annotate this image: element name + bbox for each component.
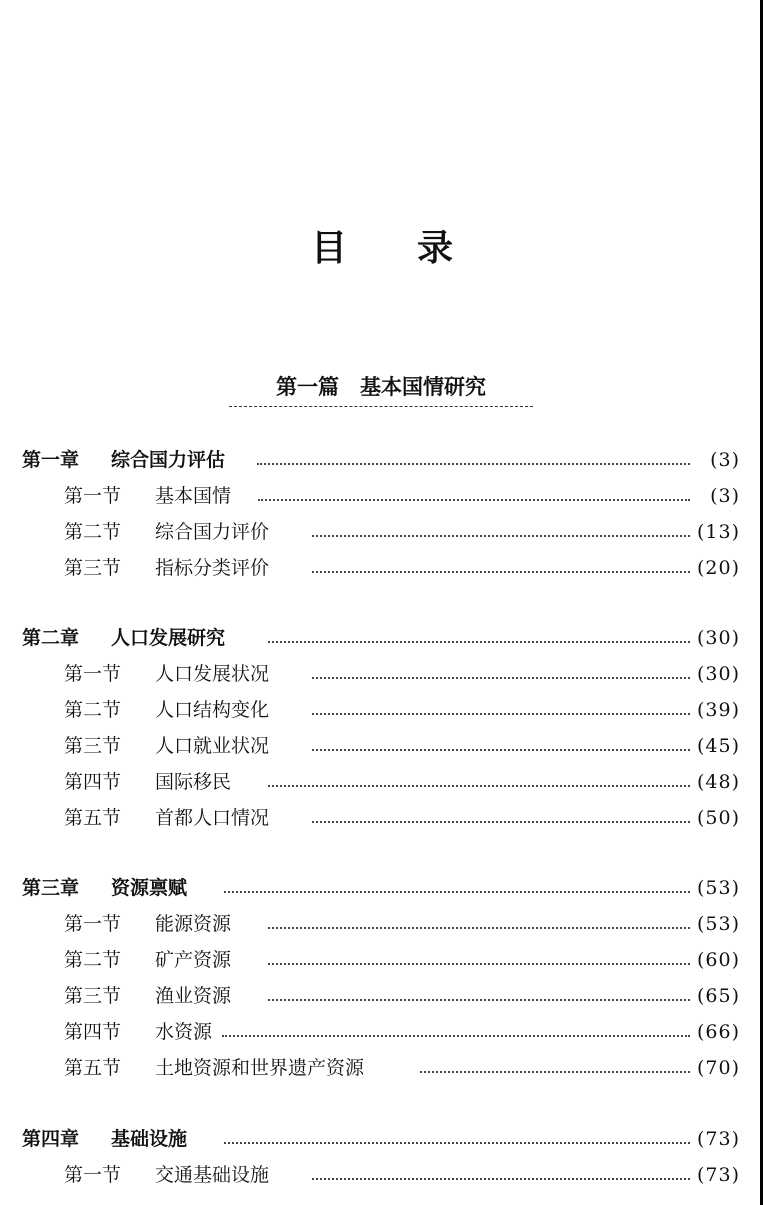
page-number: (48) [696,771,740,793]
toc-section-entry[interactable] [0,732,764,760]
section-title: 交通基础设施 [155,1164,270,1186]
toc-section-entry[interactable] [0,768,764,796]
page-number: (20) [696,557,740,579]
section-number: 第三节 [64,735,122,757]
page-title-char: 录 [417,227,524,270]
section-title: 土地资源和世界遗产资源 [155,1057,365,1079]
toc-chapter-entry[interactable] [0,874,764,902]
toc-section-entry[interactable] [0,1161,764,1189]
chapter-number: 第三章 [22,877,80,899]
toc-section-entry[interactable] [0,660,764,688]
toc-section-entry[interactable] [0,804,764,832]
dot-leader [420,1071,690,1073]
section-title: 国际移民 [155,771,232,793]
chapter-title: 综合国力评估 [111,449,226,471]
chapter-title: 人口发展研究 [111,627,226,649]
dot-leader [257,463,690,465]
page-number: (65) [696,985,740,1007]
section-title: 人口就业状况 [155,735,270,757]
toc-section-entry[interactable] [0,1018,764,1046]
toc-section-entry[interactable] [0,982,764,1010]
section-number: 第一节 [64,663,122,685]
dot-leader [224,1142,690,1144]
page-title-char: 目 [310,227,417,270]
dot-leader [268,641,690,643]
page-number: (30) [696,663,740,685]
page-number: (53) [696,877,740,899]
section-title: 综合国力评价 [155,521,270,543]
dot-leader [312,713,690,715]
section-number: 第五节 [64,807,122,829]
dot-leader [312,535,690,537]
section-title: 人口结构变化 [155,699,270,721]
section-title: 指标分类评价 [155,557,270,579]
section-number: 第四节 [64,1021,122,1043]
section-number: 第一节 [64,913,122,935]
section-title: 人口发展状况 [155,663,270,685]
section-number: 第一节 [64,1164,122,1186]
dot-leader [312,821,690,823]
dot-leader [268,963,690,965]
section-title: 矿产资源 [155,949,232,971]
page-number: (70) [696,1057,740,1079]
toc-section-entry[interactable] [0,1054,764,1082]
page-number: (73) [696,1128,740,1150]
page-number: (39) [696,699,740,721]
page-number: (73) [696,1164,740,1186]
dot-leader [312,571,690,573]
toc-section-entry[interactable] [0,554,764,582]
chapter-number: 第二章 [22,627,80,649]
page-number: (50) [696,807,740,829]
toc-section-entry[interactable] [0,518,764,546]
section-number: 第五节 [64,1057,122,1079]
toc-chapter-entry[interactable] [0,624,764,652]
section-number: 第二节 [64,521,122,543]
dot-leader [268,999,690,1001]
chapter-number: 第四章 [22,1128,80,1150]
toc-section-entry[interactable] [0,946,764,974]
page-number: (30) [696,627,740,649]
page-number: (60) [696,949,740,971]
page-number: (66) [696,1021,740,1043]
section-title: 能源资源 [155,913,232,935]
toc-chapter-entry[interactable] [0,1125,764,1153]
page-number: (53) [696,913,740,935]
section-number: 第三节 [64,557,122,579]
section-title: 首都人口情况 [155,807,270,829]
toc-section-entry[interactable] [0,482,764,510]
section-title: 水资源 [155,1021,213,1043]
section-number: 第四节 [64,771,122,793]
dot-leader [268,927,690,929]
dot-leader [258,499,690,501]
dot-leader [312,1178,690,1180]
section-number: 第二节 [64,949,122,971]
page-number: (3) [710,449,740,471]
dot-leader [224,891,690,893]
toc-section-entry[interactable] [0,910,764,938]
dot-leader [312,749,690,751]
section-number: 第一节 [64,485,122,507]
page-title [0,224,764,272]
section-title: 基本国情 [155,485,232,507]
page-number: (45) [696,735,740,757]
part-title: 第一篇 基本国情研究 [276,375,486,399]
dot-leader [222,1035,690,1037]
page-number: (13) [696,521,740,543]
chapter-title: 基础设施 [111,1128,188,1150]
section-number: 第三节 [64,985,122,1007]
section-number: 第二节 [64,699,122,721]
section-title: 渔业资源 [155,985,232,1007]
page-number: (3) [710,485,740,507]
part-title-underline [229,406,533,407]
chapter-number: 第一章 [22,449,80,471]
toc-section-entry[interactable] [0,696,764,724]
toc-chapter-entry[interactable] [0,446,764,474]
dot-leader [312,677,690,679]
chapter-title: 资源禀赋 [111,877,188,899]
dot-leader [268,785,690,787]
